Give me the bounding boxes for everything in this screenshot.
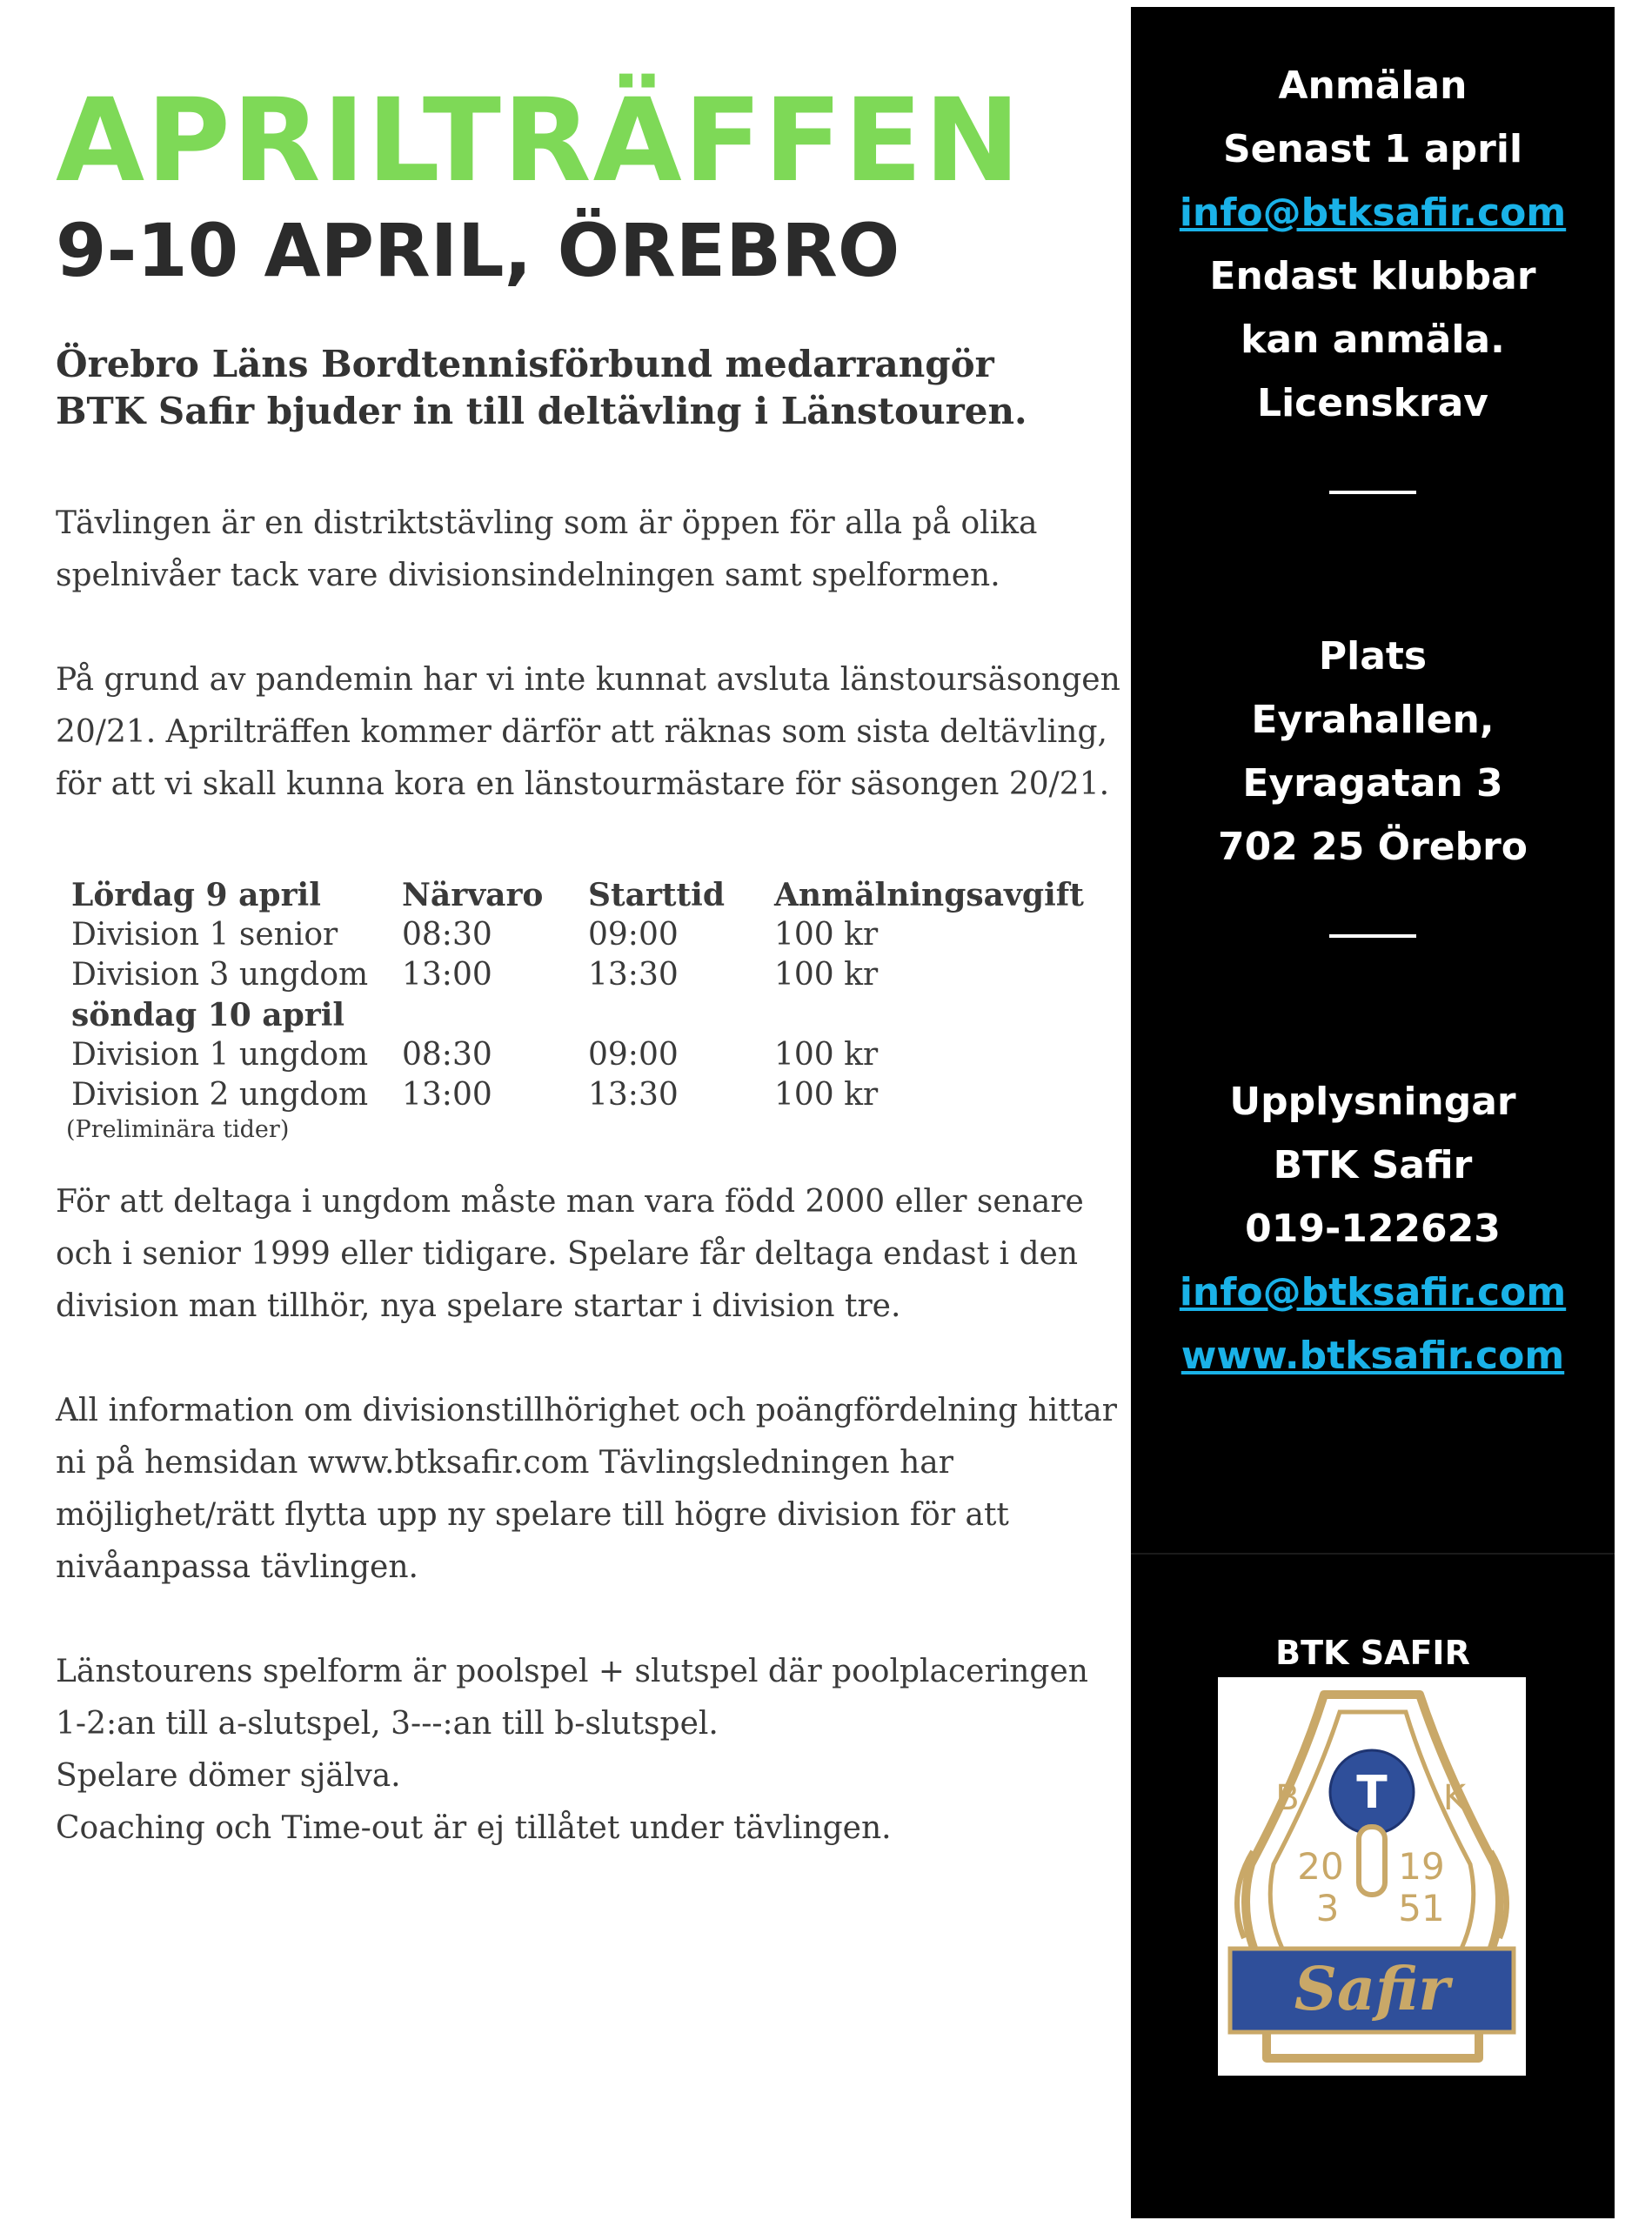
attendance-cell: 08:30 [402,1037,492,1073]
contact-email-link[interactable]: info@btksafir.com [1179,1270,1567,1314]
venue-block [1131,625,1615,879]
attendance-cell: 13:00 [402,1077,492,1113]
paragraph-line: möjlighet/rätt flytta upp ny spelare till högre division för att [56,1497,1009,1533]
intro-line: BTK Safir bjuder in till deltävling i Länstouren. [56,390,1027,432]
logo-name: Safir [1294,1955,1450,2024]
intro-line: Örebro Läns Bordtennisförbund medarrangör [56,343,994,385]
schedule-row [71,915,1122,955]
paragraph-line: Coaching och Time-out är ej tillåtet under tävlingen. [56,1810,892,1846]
registration-email-link[interactable]: info@btksafir.com [1179,191,1567,235]
club-label: BTK SAFIR [1275,1634,1470,1672]
intro-heading [56,341,1100,435]
schedule-row [71,955,1122,995]
paragraph-about [56,498,1117,602]
paragraph-line: Länstourens spelform är poolspel + slutspel där poolplaceringen [56,1654,1088,1689]
registration-block [1131,54,1615,435]
paragraph-line: division man tillhör, nya spelare startar i division tre. [56,1288,901,1324]
logo-year-right: 19 [1398,1845,1445,1888]
page-title: APRILTRÄFFEN [56,74,1022,208]
logo-year-left: 20 [1297,1845,1344,1888]
logo-letter-t: T [1356,1767,1388,1819]
club-logo-graphic [1218,1677,1526,2076]
division-cell: Division 1 ungdom [71,1037,369,1073]
paragraph-line: 1-2:an till a-slutspel, 3---:an till b-slutspel. [56,1706,719,1742]
paragraph-line: spelnivåer tack vare divisionsindelningen samt spelformen. [56,558,1000,593]
venue-heading: Plats [1318,634,1428,679]
logo-letter-b: B [1275,1778,1300,1818]
paragraph-line: För att deltaga i ungdom måste man vara född 2000 eller senare [56,1184,1084,1220]
fee-cell: 100 kr [774,917,879,953]
sidebar-divider [1131,1553,1615,1555]
start-time-cell: 09:00 [588,917,679,953]
fee-cell: 100 kr [774,1037,879,1073]
start-time-cell: 13:30 [588,957,679,993]
paragraph-line: och i senior 1999 eller tidigare. Spelare får deltaga endast i den [56,1236,1079,1272]
division-cell: Division 3 ungdom [71,957,369,993]
website-link[interactable]: www.btksafir.com [1180,1334,1565,1378]
header-fee: Anmälningsavgift [774,877,1084,913]
schedule-row [71,1075,1122,1115]
start-time-cell: 13:30 [588,1077,679,1113]
contact-block [1131,1070,1615,1388]
club-logo [1218,1677,1526,2076]
header-attendance: Närvaro [402,877,544,913]
paragraph-line: nivåanpassa tävlingen. [56,1549,418,1585]
day-label: söndag 10 april [71,997,345,1033]
registration-info-line: kan anmäla. [1241,318,1505,362]
registration-info-line: Licenskrav [1257,381,1488,425]
schedule-table [66,875,1122,1145]
division-cell: Division 2 ungdom [71,1077,369,1113]
separator-rule [1329,934,1416,938]
venue-line: Eyrahallen, [1251,698,1495,742]
contact-heading: Upplysningar [1229,1080,1516,1124]
paragraph-eligibility [56,1176,1117,1333]
schedule-day-row [71,995,1122,1035]
event-date-location: 9-10 APRIL, ÖREBRO [56,208,900,293]
division-cell: Division 1 senior [71,917,338,953]
logo-year-right: 51 [1398,1887,1445,1929]
info-sidebar [1131,7,1615,2218]
paragraph-line: Tävlingen är en distriktstävling som är öppen för alla på olika [56,505,1038,541]
header-start-time: Starttid [588,877,726,913]
schedule-header-row [71,875,1122,915]
registration-deadline: Senast 1 april [1222,127,1523,171]
fee-cell: 100 kr [774,1077,879,1113]
logo-year-left: 3 [1315,1887,1340,1929]
attendance-cell: 08:30 [402,917,492,953]
paragraph-line: All information om divisionstillhörighet och poängfördelning hittar [56,1393,1117,1428]
registration-heading: Anmälan [1278,64,1468,108]
fee-cell: 100 kr [774,957,879,993]
logo-letter-k: K [1442,1778,1467,1818]
paragraph-line: för att vi skall kunna kora en länstourmästare för säsongen 20/21. [56,766,1110,802]
paragraph-format [56,1646,1117,1855]
contact-club: BTK Safir [1273,1143,1473,1187]
separator-rule [1329,491,1416,494]
contact-phone: 019-122623 [1245,1207,1501,1251]
paragraph-line: På grund av pandemin har vi inte kunnat avsluta länstoursäsongen [56,662,1120,698]
paragraph-pandemic [56,654,1120,811]
registration-info-line: Endast klubbar [1209,254,1536,298]
paragraph-line: Spelare dömer själva. [56,1758,401,1794]
paragraph-line: 20/21. Aprilträffen kommer därför att räknas som sista deltävling, [56,714,1107,750]
attendance-cell: 13:00 [402,957,492,993]
paragraph-information [56,1385,1117,1594]
paragraph-line: ni på hemsidan www.btksafir.com Tävlingsledningen har [56,1445,953,1481]
venue-line: 702 25 Örebro [1217,825,1528,869]
venue-line: Eyragatan 3 [1242,761,1503,806]
header-day: Lördag 9 april [71,877,321,913]
schedule-note: (Preliminära tider) [66,1116,290,1143]
schedule-row [71,1035,1122,1075]
start-time-cell: 09:00 [588,1037,679,1073]
